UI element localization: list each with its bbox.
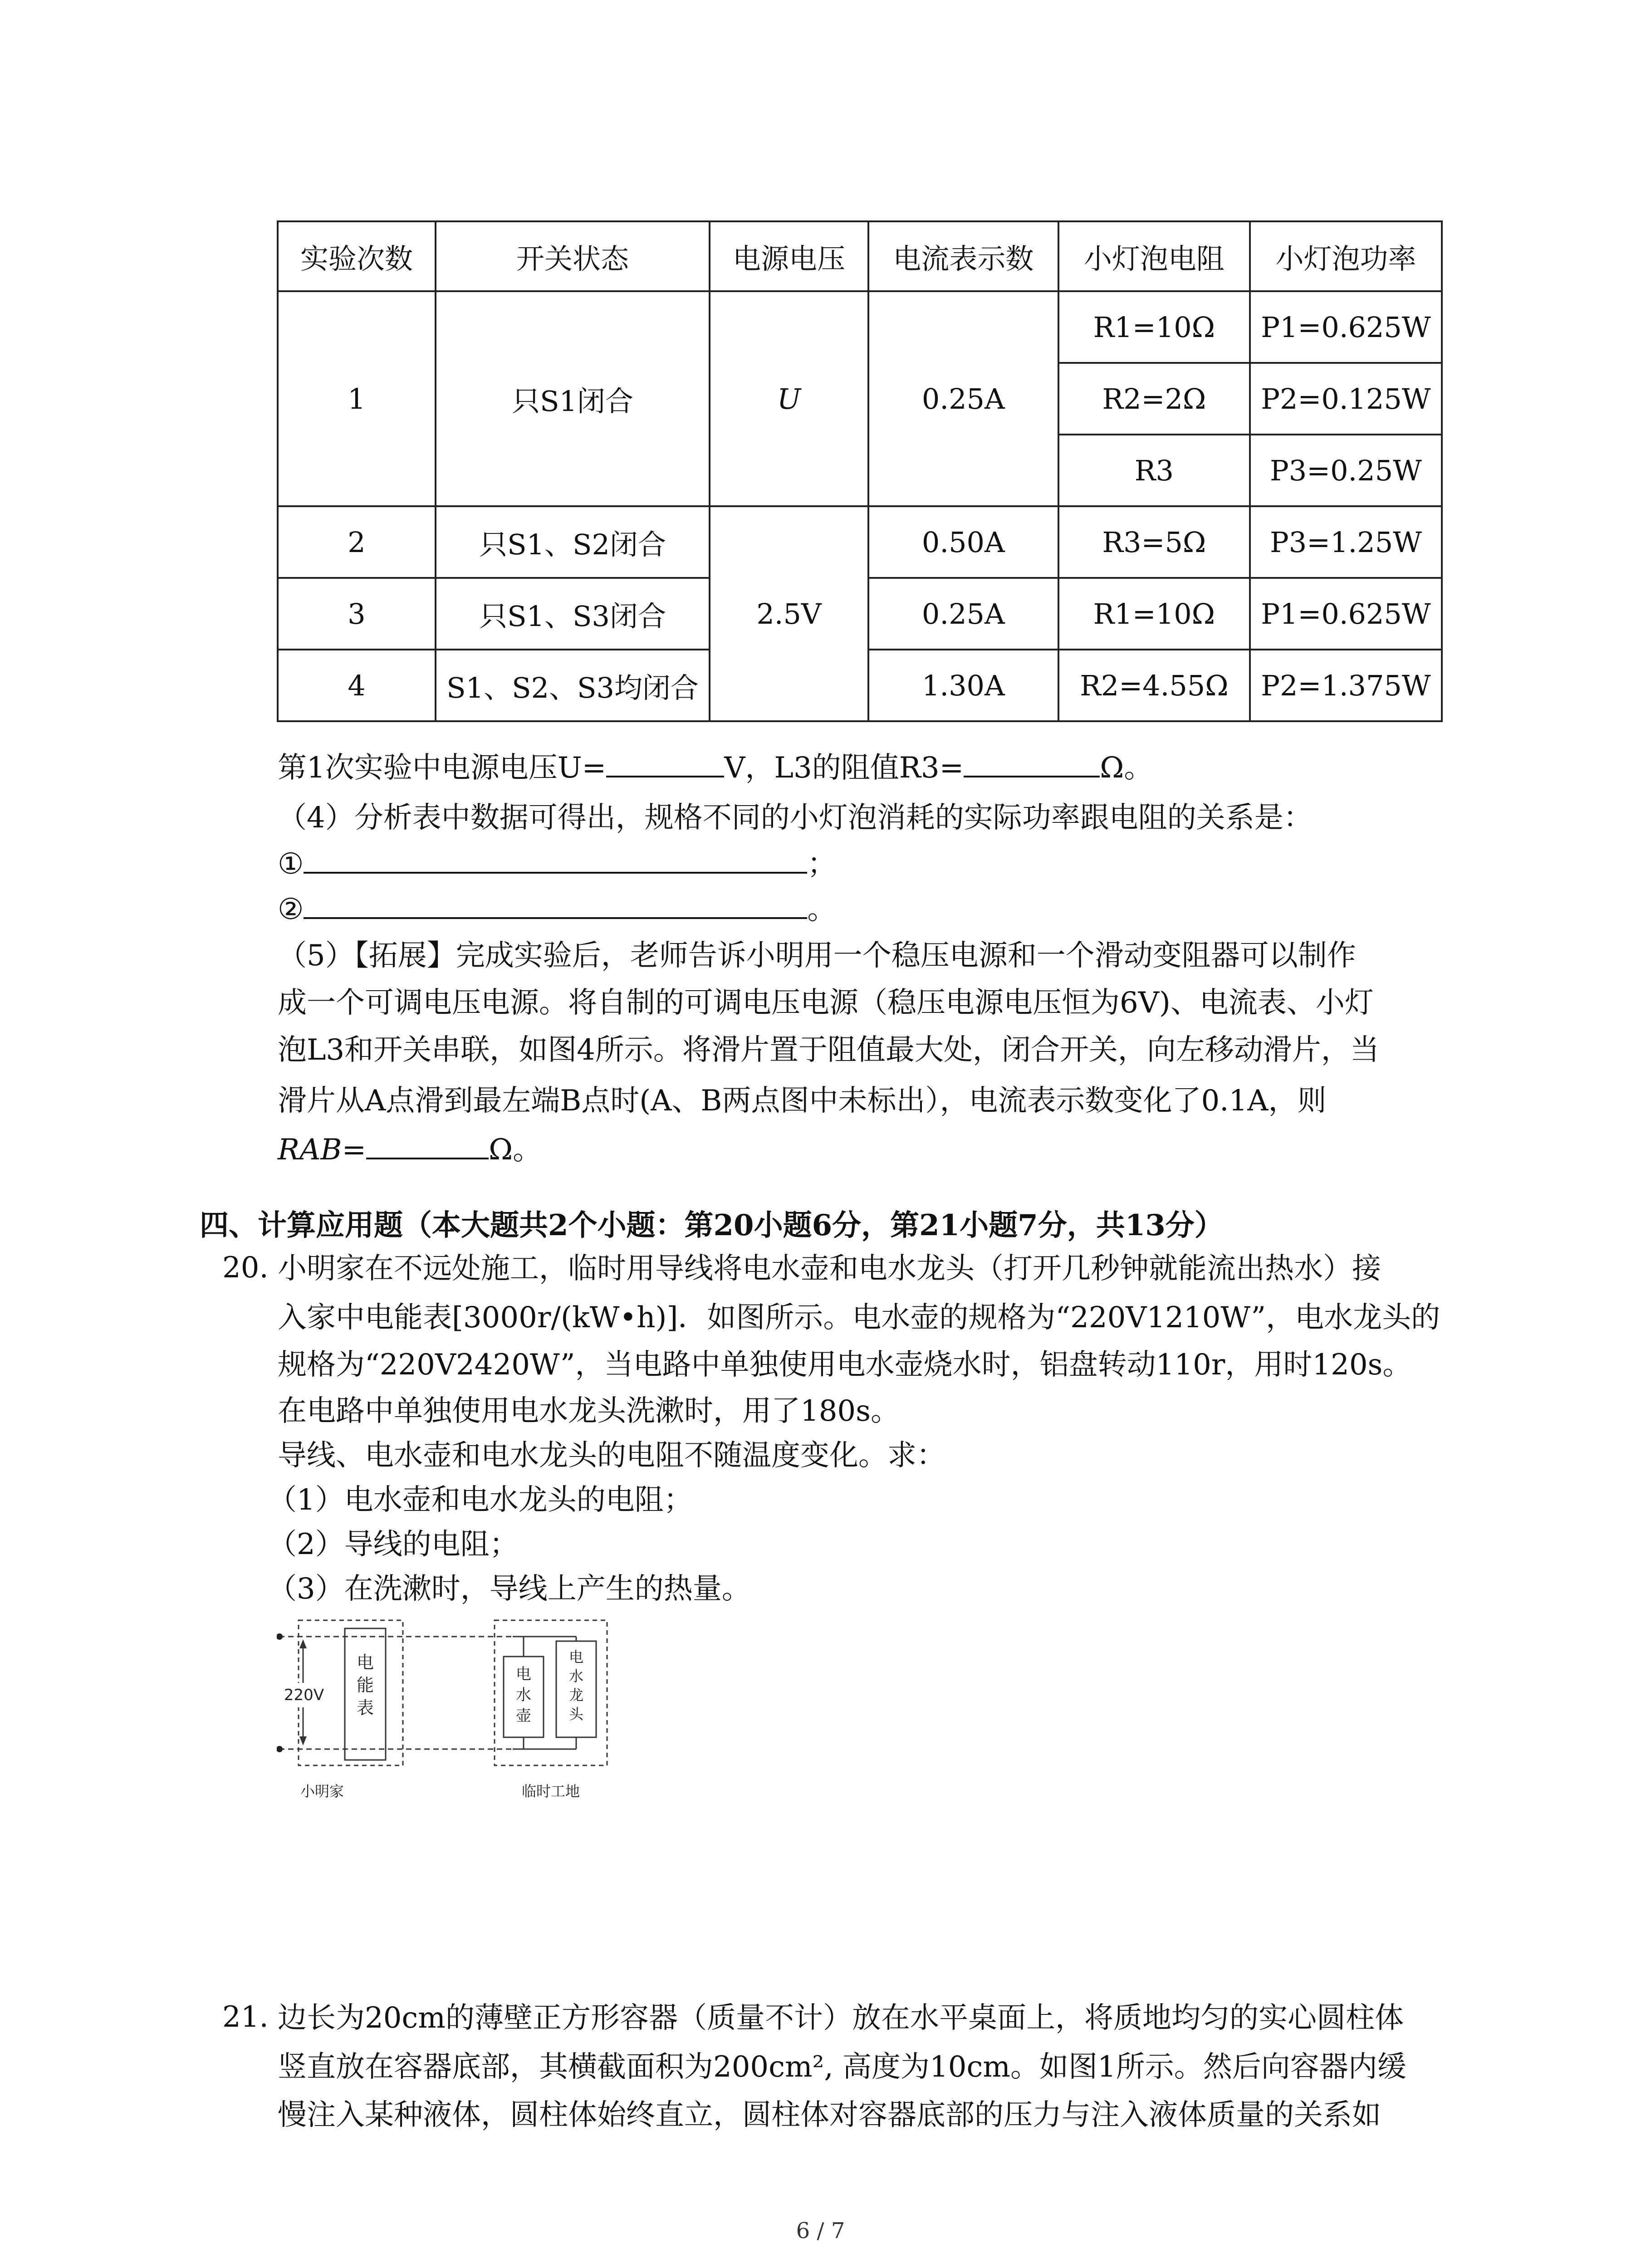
q20-line: （1）电水壶和电水龙头的电阻； bbox=[268, 1483, 693, 1517]
table-cell: R1=10Ω bbox=[1058, 291, 1250, 363]
kettle-char: 水 bbox=[516, 1686, 531, 1704]
answer-blank bbox=[304, 890, 807, 919]
table-cell: P3=1.25W bbox=[1250, 506, 1442, 578]
q20-line: 入家中电能表[3000r/(kW•h)]．如图所示。电水壶的规格为“220V1210W”，电水龙头的 bbox=[278, 1301, 1440, 1334]
table-cell: 只S1闭合 bbox=[436, 291, 710, 506]
table-cell: 只S1、S3闭合 bbox=[436, 578, 710, 650]
table-cell: 4 bbox=[278, 650, 436, 721]
table-cell: 1.30A bbox=[868, 650, 1058, 721]
table-cell: R2=4.55Ω bbox=[1058, 650, 1250, 721]
q19-text: V，L3的阻值R3= bbox=[724, 751, 964, 785]
table-header: 开关状态 bbox=[436, 221, 710, 291]
table-cell: P2=1.375W bbox=[1250, 650, 1442, 721]
q19-voltage-line bbox=[278, 748, 1153, 788]
item-mark: ① bbox=[278, 847, 304, 881]
answer-blank bbox=[304, 845, 807, 874]
table-cell: 1 bbox=[278, 291, 436, 506]
q19-part5-line: 泡L3和开关串联，如图4所示。将滑片置于阻值最大处，闭合开关，向左移动滑片，当 bbox=[278, 1033, 1379, 1067]
table-cell: R3=5Ω bbox=[1058, 506, 1250, 578]
table-cell: 0.50A bbox=[868, 506, 1058, 578]
table-cell: U bbox=[710, 291, 868, 506]
faucet-char: 电 bbox=[568, 1648, 584, 1666]
table-cell: 3 bbox=[278, 578, 436, 650]
q21-line: 竖直放在容器底部，其横截面积为200cm², 高度为10cm。如图1所示。然后向容器内缓 bbox=[278, 2050, 1406, 2084]
table-header: 电源电压 bbox=[710, 221, 868, 291]
page-number: 6 / 7 bbox=[796, 2218, 845, 2244]
kettle-char: 电 bbox=[516, 1665, 531, 1683]
item-end: ； bbox=[807, 847, 837, 881]
q19-part5-line: 滑片从A点滑到最左端B点时(A、B两点图中未标出），电流表示数变化了0.1A，则 bbox=[278, 1084, 1327, 1118]
q20-line: （3）在洗漱时，导线上产生的热量。 bbox=[268, 1572, 751, 1606]
meter-char: 电 bbox=[356, 1652, 374, 1672]
table-header: 实验次数 bbox=[278, 221, 436, 291]
table-header: 电流表示数 bbox=[868, 221, 1058, 291]
meter-char: 表 bbox=[356, 1698, 374, 1718]
faucet-char: 龙 bbox=[568, 1686, 584, 1704]
faucet-char: 头 bbox=[568, 1706, 584, 1723]
table-header: 小灯泡电阻 bbox=[1058, 221, 1250, 291]
table-cell: 0.25A bbox=[868, 291, 1058, 506]
table-cell: S1、S2、S3均闭合 bbox=[436, 650, 710, 721]
table-row bbox=[278, 291, 1442, 363]
answer-blank bbox=[606, 748, 724, 777]
question-number: 20. bbox=[222, 1251, 269, 1285]
table-cell: R2=2Ω bbox=[1058, 363, 1250, 435]
q19-item2 bbox=[278, 889, 836, 930]
voltage-label: 220V bbox=[284, 1686, 324, 1704]
q19-part5-line: 成一个可调电压电源。将自制的可调电压电源（稳压电源电压恒为6V)、电流表、小灯 bbox=[278, 986, 1374, 1020]
q21-line: 慢注入某种液体，圆柱体始终直立，圆柱体对容器底部的压力与注入液体质量的关系如 bbox=[278, 2098, 1381, 2132]
table-cell: P2=0.125W bbox=[1250, 363, 1442, 435]
table-cell: 只S1、S2闭合 bbox=[436, 506, 710, 578]
answer-blank bbox=[964, 748, 1100, 777]
circuit-diagram bbox=[277, 1615, 622, 1814]
table-cell: P1=0.625W bbox=[1250, 291, 1442, 363]
table-cell: P3=0.25W bbox=[1250, 435, 1442, 506]
faucet-char: 水 bbox=[568, 1667, 584, 1685]
experiment-table bbox=[277, 220, 1443, 722]
table-cell: R3 bbox=[1058, 435, 1250, 506]
q19-text: 第1次实验中电源电压U= bbox=[278, 751, 607, 785]
q19-text: Ω。 bbox=[489, 1133, 542, 1167]
table-cell: 2 bbox=[278, 506, 436, 578]
item-mark: ② bbox=[278, 893, 304, 926]
meter-char: 能 bbox=[356, 1675, 374, 1695]
table-cell: 2.5V bbox=[710, 506, 868, 721]
q19-part4: （4）分析表中数据可得出，规格不同的小灯泡消耗的实际功率跟电阻的关系是： bbox=[278, 801, 1313, 835]
q19-rab-line bbox=[278, 1129, 542, 1170]
section-heading: 四、计算应用题（本大题共2个小题：第20小题6分，第21小题7分，共13分） bbox=[200, 1208, 1224, 1242]
table-cell: P1=0.625W bbox=[1250, 578, 1442, 650]
table-cell: R1=10Ω bbox=[1058, 578, 1250, 650]
question-number: 21. bbox=[222, 2000, 269, 2034]
table-cell: 0.25A bbox=[868, 578, 1058, 650]
q21-line: 边长为20cm的薄壁正方形容器（质量不计）放在水平桌面上，将质地均匀的实心圆柱体 bbox=[278, 2001, 1404, 2035]
table-header: 小灯泡功率 bbox=[1250, 221, 1442, 291]
q20-line: 在电路中单独使用电水龙头洗漱时，用了180s。 bbox=[278, 1394, 900, 1428]
q19-item1 bbox=[278, 844, 836, 885]
home-label: 小明家 bbox=[300, 1783, 344, 1800]
q19-text: Ω。 bbox=[1100, 751, 1153, 785]
q19-part5-line: （5）【拓展】完成实验后，老师告诉小明用一个稳压电源和一个滑动变阻器可以制作 bbox=[278, 939, 1356, 973]
q19-text: RAB= bbox=[278, 1133, 367, 1167]
site-box bbox=[495, 1620, 607, 1765]
answer-blank bbox=[366, 1130, 489, 1159]
q20-line: 规格为“220V2420W”，当电路中单独使用电水壶烧水时，铝盘转动110r，用时120s。 bbox=[278, 1348, 1412, 1382]
kettle-char: 壶 bbox=[516, 1707, 531, 1725]
q20-line: 小明家在不远处施工，临时用导线将电水壶和电水龙头（打开几秒钟就能流出热水）接 bbox=[278, 1252, 1381, 1286]
item-end: 。 bbox=[807, 893, 837, 926]
q20-line: （2）导线的电阻； bbox=[268, 1528, 519, 1561]
q20-line: 导线、电水壶和电水龙头的电阻不随温度变化。求： bbox=[278, 1439, 945, 1472]
table-header-row bbox=[278, 221, 1442, 291]
table-row bbox=[278, 506, 1442, 578]
site-label: 临时工地 bbox=[521, 1783, 580, 1800]
